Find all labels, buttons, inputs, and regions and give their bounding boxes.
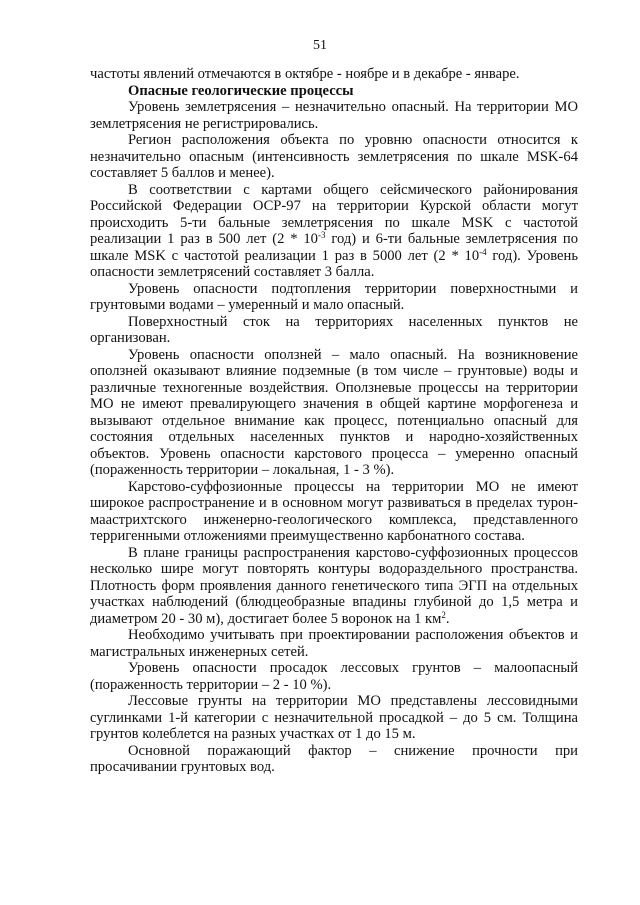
karst-text-b: .: [445, 610, 450, 627]
page-number: 51: [313, 38, 327, 53]
paragraph-loess-soils: Лессовые грунты на территории МО представлены лессовидными суглинками 1-й категории с незначительной просадкой – до 5 см. Толщина грунтов колеблется на разных участках от 1 до 15 м.: [90, 693, 578, 742]
paragraph-main-factor: Основной поражающий фактор – снижение прочности при просачивании грунтовых вод.: [90, 742, 578, 775]
paragraph-earthquake-level: Уровень землетрясения – незначительно опасный. На территории МО землетрясения не регистрировались.: [90, 99, 578, 132]
karst-text-a: В плане границы распространения карстово-суффозионных процессов несколько шире могут повторять контуры водораздельного пространства. Плотность форм проявления данного генетического типа ЭГП на отдельных участках наблюдений (блюдцеобразные впадины глубиной до 1,5 метра и диаметром 20 - 30 м), достигает более 5 воронок на 1 км: [90, 544, 578, 627]
paragraph-karst-boundaries: [90, 545, 578, 628]
paragraph-flooding: Уровень опасности подтопления территории поверхностными и грунтовыми водами – умеренный и мало опасный.: [90, 280, 578, 313]
exponent-2: -4: [479, 246, 487, 257]
document-body: [90, 66, 578, 776]
section-heading: Опасные геологические процессы: [128, 82, 354, 99]
paragraph-karst-suffosion: Карстово-суффозионные процессы на территории МО не имеют широкое распространение и в основном могут развиваться в пределах турон-маастрихтского инженерно-геологического комплекса, представленного терригенными отложениями преимущественно карбонатного состава.: [90, 478, 578, 544]
paragraph-surface-runoff: Поверхностный сток на территориях населенных пунктов не организован.: [90, 313, 578, 346]
paragraph-design-note: Необходимо учитывать при проектировании расположения объектов и магистральных инженерных сетей.: [90, 627, 578, 660]
paragraph-loess-subsidence: Уровень опасности просадок лессовых грунтов – малоопасный (пораженность территории – 2 - 10 %).: [90, 660, 578, 693]
paragraph-region-hazard: Регион расположения объекта по уровню опасности относится к незначительно опасным (интенсивность землетрясения по шкале MSK-64 составляет 5 баллов и менее).: [90, 132, 578, 181]
paragraph-landslides: Уровень опасности оползней – мало опасный. На возникновение оползней оказывают влияние подземные (в том числе – грунтовые) воды и различные техногенные воздействия. Оползневые процессы на территории МО не имеют превалирующего значения в общей картине морфогенеза и вызывают отдельное внимание как процесс, потенциально опасный для состояния отдельных населенных пунктов и народно-хозяйственных объектов. Уровень опасности карстового процесса – умеренно опасный (пораженность территории – локальная, 1 - 3 %).: [90, 346, 578, 478]
seismic-text-c: год). Уровень опасности землетрясений составляет 3 балла.: [90, 247, 578, 280]
exponent-km2: 2: [441, 609, 446, 620]
exponent-1: -3: [317, 230, 326, 240]
paragraph-continuation: частоты явлений отмечаются в октябре - ноябре и в декабре - январе.: [90, 66, 520, 82]
seismic-text-b: год) и 6-ти бальные землетрясения по шкале MSK с частотой реализации 1 раз в 5000 лет (2 * 10: [90, 231, 578, 264]
seismic-text-a: В соответствии с картами общего сейсмического районирования Российской Федерации ОСР-97 на территории Курской области могут происходить 5-ти бальные землетрясения по шкале MSK с частотой реализации 1 раз в 500 лет (2 * 10: [90, 181, 578, 247]
paragraph-seismic-zoning: [90, 182, 578, 281]
